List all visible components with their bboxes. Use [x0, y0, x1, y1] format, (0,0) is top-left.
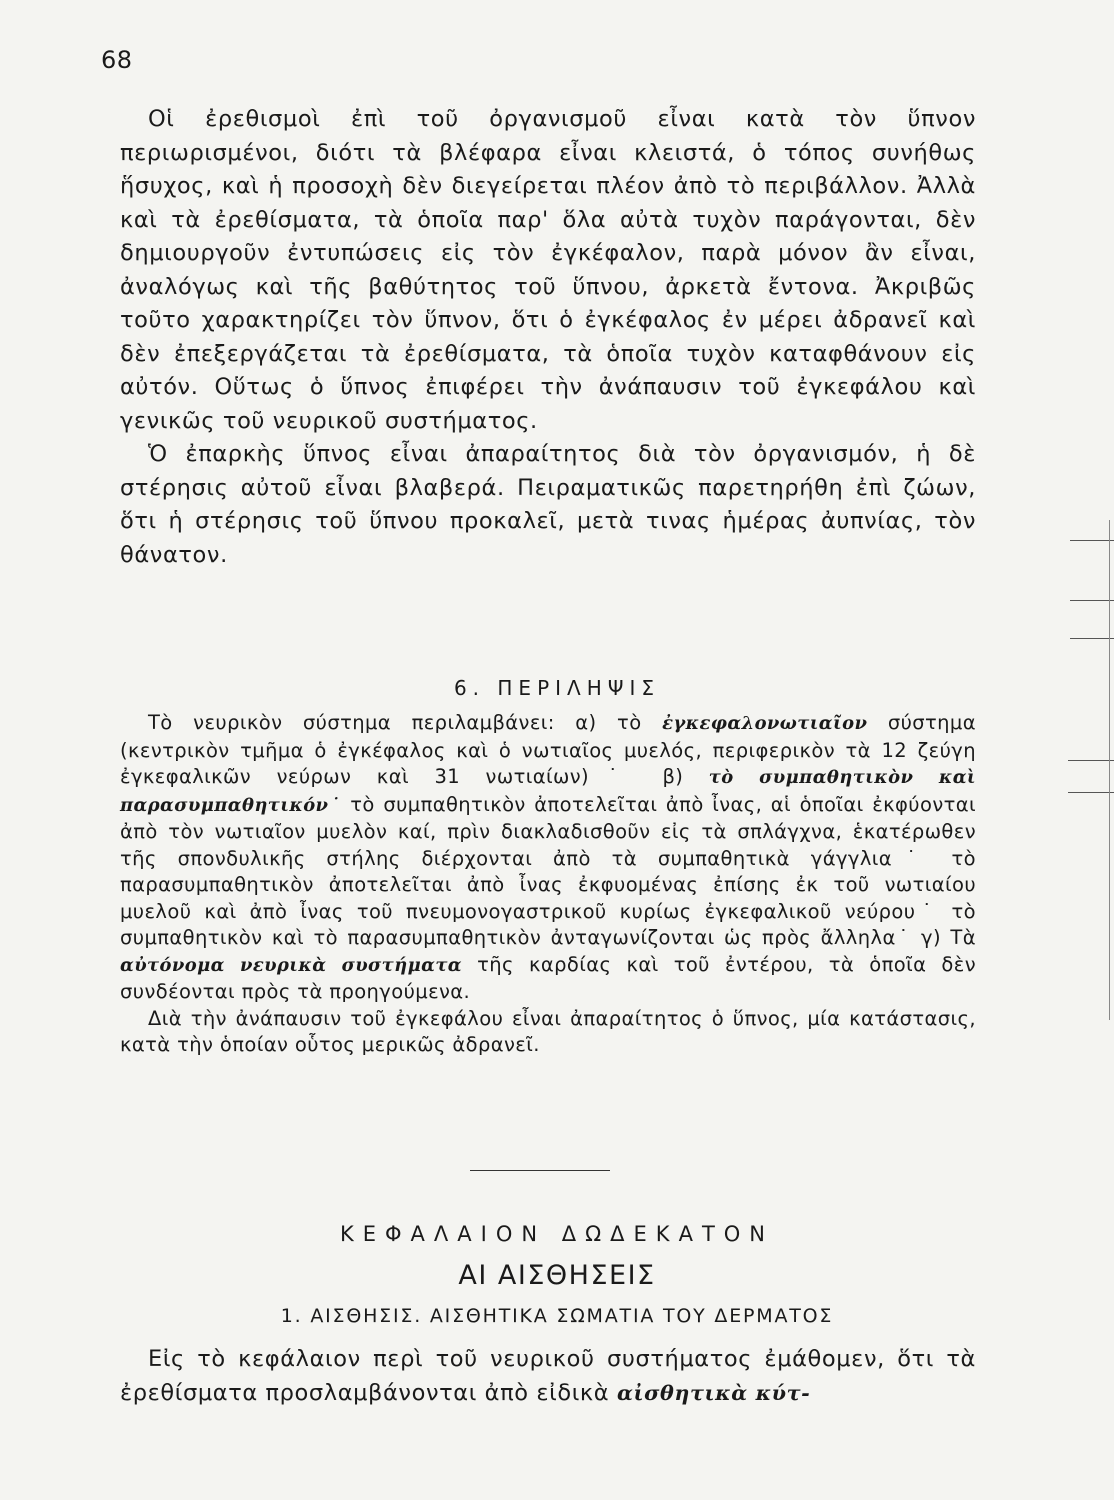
page-number: 68: [101, 46, 133, 74]
paragraph: [120, 103, 976, 438]
text-run: Διὰ τὴν ἀνάπαυσιν τοῦ ἐγκεφάλου εἶναι ἀπαραίτητος ὁ ὕπνος, μία κατάστασις, κατὰ τὴν ὁποίαν οὗτος μερικῶς ἀδρανεῖ.: [120, 1006, 976, 1056]
paragraph: [120, 438, 976, 572]
text-run: Οἱ ἐρεθισμοὶ ἐπὶ τοῦ ὀργανισμοῦ εἶναι κατὰ τὸν ὕπνον περιωρισμένοι, διότι τὰ βλέφαρα εἶναι κλειστά, ὁ τόπος συνήθως ἥσυχος, καὶ ἡ προσοχὴ δὲν διεγείρεται πλέον ἀπὸ τὸ περιβάλλον. Ἀλλὰ καὶ τὰ ἐρεθίσματα, τὰ ὁποῖα παρ' ὅλα αὐτὰ τυχὸν παράγονται, δὲν δημιουργοῦν ἐντυπώσεις εἰς τὸν ἐγκέφαλον, παρὰ μόνον ἂν εἶναι, ἀναλόγως καὶ τῆς βαθύτητος τοῦ ὕπνου, ἀρκετὰ ἔντονα. Ἀκριβῶς τοῦτο χαρακτηρίζει τὸν ὕπνον, ὅτι ὁ ἐγκέφαλος ἐν μέρει ἀδρανεῖ καὶ δὲν ἐπεξεργάζεται τὰ ἐρεθίσματα, τὰ ὁποῖα τυχὸν καταφθάνουν εἰς αὐτόν. Οὕτως ὁ ὕπνος ἐπιφέρει τὴν ἀνάπαυσιν τοῦ ἐγκεφάλου καὶ γενικῶς τοῦ νευρικοῦ συστήματος.: [120, 106, 976, 434]
section-heading: 1. ΑΙΣΘΗΣΙΣ. ΑΙΣΘΗΤΙΚΑ ΣΩΜΑΤΙΑ ΤΟΥ ΔΕΡΜΑΤΟΣ: [280, 1305, 834, 1327]
emphasized-term: τὸ συμπαθητικὸν καὶ παρασυμπαθητικόν˙: [120, 767, 976, 816]
text-run: Εἰς τὸ κεφάλαιον περὶ τοῦ νευρικοῦ συστήματος ἐμάθομεν, ὅτι τὰ ἐρεθίσματα προσλαμβάνονται ἀπὸ εἰδικὰ: [120, 1346, 976, 1406]
margin-mark: [1068, 792, 1114, 793]
text-run: σύστημα (κεντρικὸν τμῆμα ὁ ἐγκέφαλος καὶ ὁ νωτιαῖος μυελός, περιφερικὸν τὰ 12 ζεύγη ἐγκεφαλικῶν νεύρων καὶ 31 νωτιαίων)˙ β): [120, 711, 976, 788]
margin-mark: [1070, 600, 1114, 601]
text-run: τῆς καρδίας καὶ τοῦ ἐντέρου, τὰ ὁποῖα δὲν συνδέονται πρὸς τὰ προηγούμενα.: [120, 952, 976, 1003]
emphasized-term: ἐγκεφαλονωτιαῖον: [662, 713, 868, 734]
margin-mark: [1068, 760, 1114, 761]
chapter-subtitle: ΑΙ ΑΙΣΘΗΣΕΙΣ: [458, 1260, 656, 1291]
margin-mark: [1070, 638, 1114, 639]
chapter-text: [120, 1343, 976, 1410]
text-run: τὸ συμπαθητικὸν ἀποτελεῖται ἀπὸ ἶνας, αἱ ὁποῖαι ἐκφύονται ἀπὸ τὸν νωτιαῖον μυελὸν καί, πρὶν διακλαδισθοῦν εἰς τὰ σπλάγχνα, ἑκατέρωθεν τῆς σπονδυλικῆς στήλης διέρχονται ἀπὸ τὰ συμπαθητικὰ γάγγλια˙ τὸ παρασυμπαθητικὸν ἀποτελεῖται ἀπὸ ἶνας ἐκφυομένας ἐπίσης ἐκ τοῦ νωτιαίου μυελοῦ καὶ ἀπὸ ἶνας τοῦ πνευμονογαστρικοῦ κυρίως ἐγκεφαλικοῦ νεύρου˙ τὸ συμπαθητικὸν καὶ τὸ παρασυμπαθητικὸν ἀνταγωνίζονται ὡς πρὸς ἄλληλα˙ γ) Τὰ: [120, 792, 976, 949]
text-run: Ὁ ἐπαρκὴς ὕπνος εἶναι ἀπαραίτητος διὰ τὸν ὀργανισμόν, ἡ δὲ στέρησις αὐτοῦ εἶναι βλαβερά. Πειραματικῶς παρετηρήθη ἐπὶ ζώων, ὅτι ἡ στέρησις τοῦ ὕπνου προκαλεῖ, μετὰ τινας ἡμέρας ἀυπνίας, τὸν θάνατον.: [120, 441, 976, 568]
paragraph: [120, 710, 976, 1006]
emphasized-term: αἰσθητικὰ κύτ-: [616, 1380, 811, 1405]
paragraph: [120, 1343, 976, 1410]
margin-mark: [1070, 540, 1114, 541]
paragraph: [120, 1006, 976, 1059]
text-run: Τὸ νευρικὸν σύστημα περιλαμβάνει: α) τὸ: [148, 711, 663, 734]
page-edge: [1109, 520, 1111, 1020]
section-divider: [470, 1170, 610, 1171]
emphasized-term: αὐτόνομα νευρικὰ συστήματα: [120, 954, 463, 976]
chapter-title: ΚΕΦΑΛΑΙΟΝ ΔΩΔΕΚΑΤΟΝ: [339, 1222, 775, 1246]
summary-text: [120, 710, 976, 1059]
body-text-top: [120, 103, 976, 572]
summary-heading: 6. ΠΕΡΙΛΗΨΙΣ: [453, 676, 661, 700]
